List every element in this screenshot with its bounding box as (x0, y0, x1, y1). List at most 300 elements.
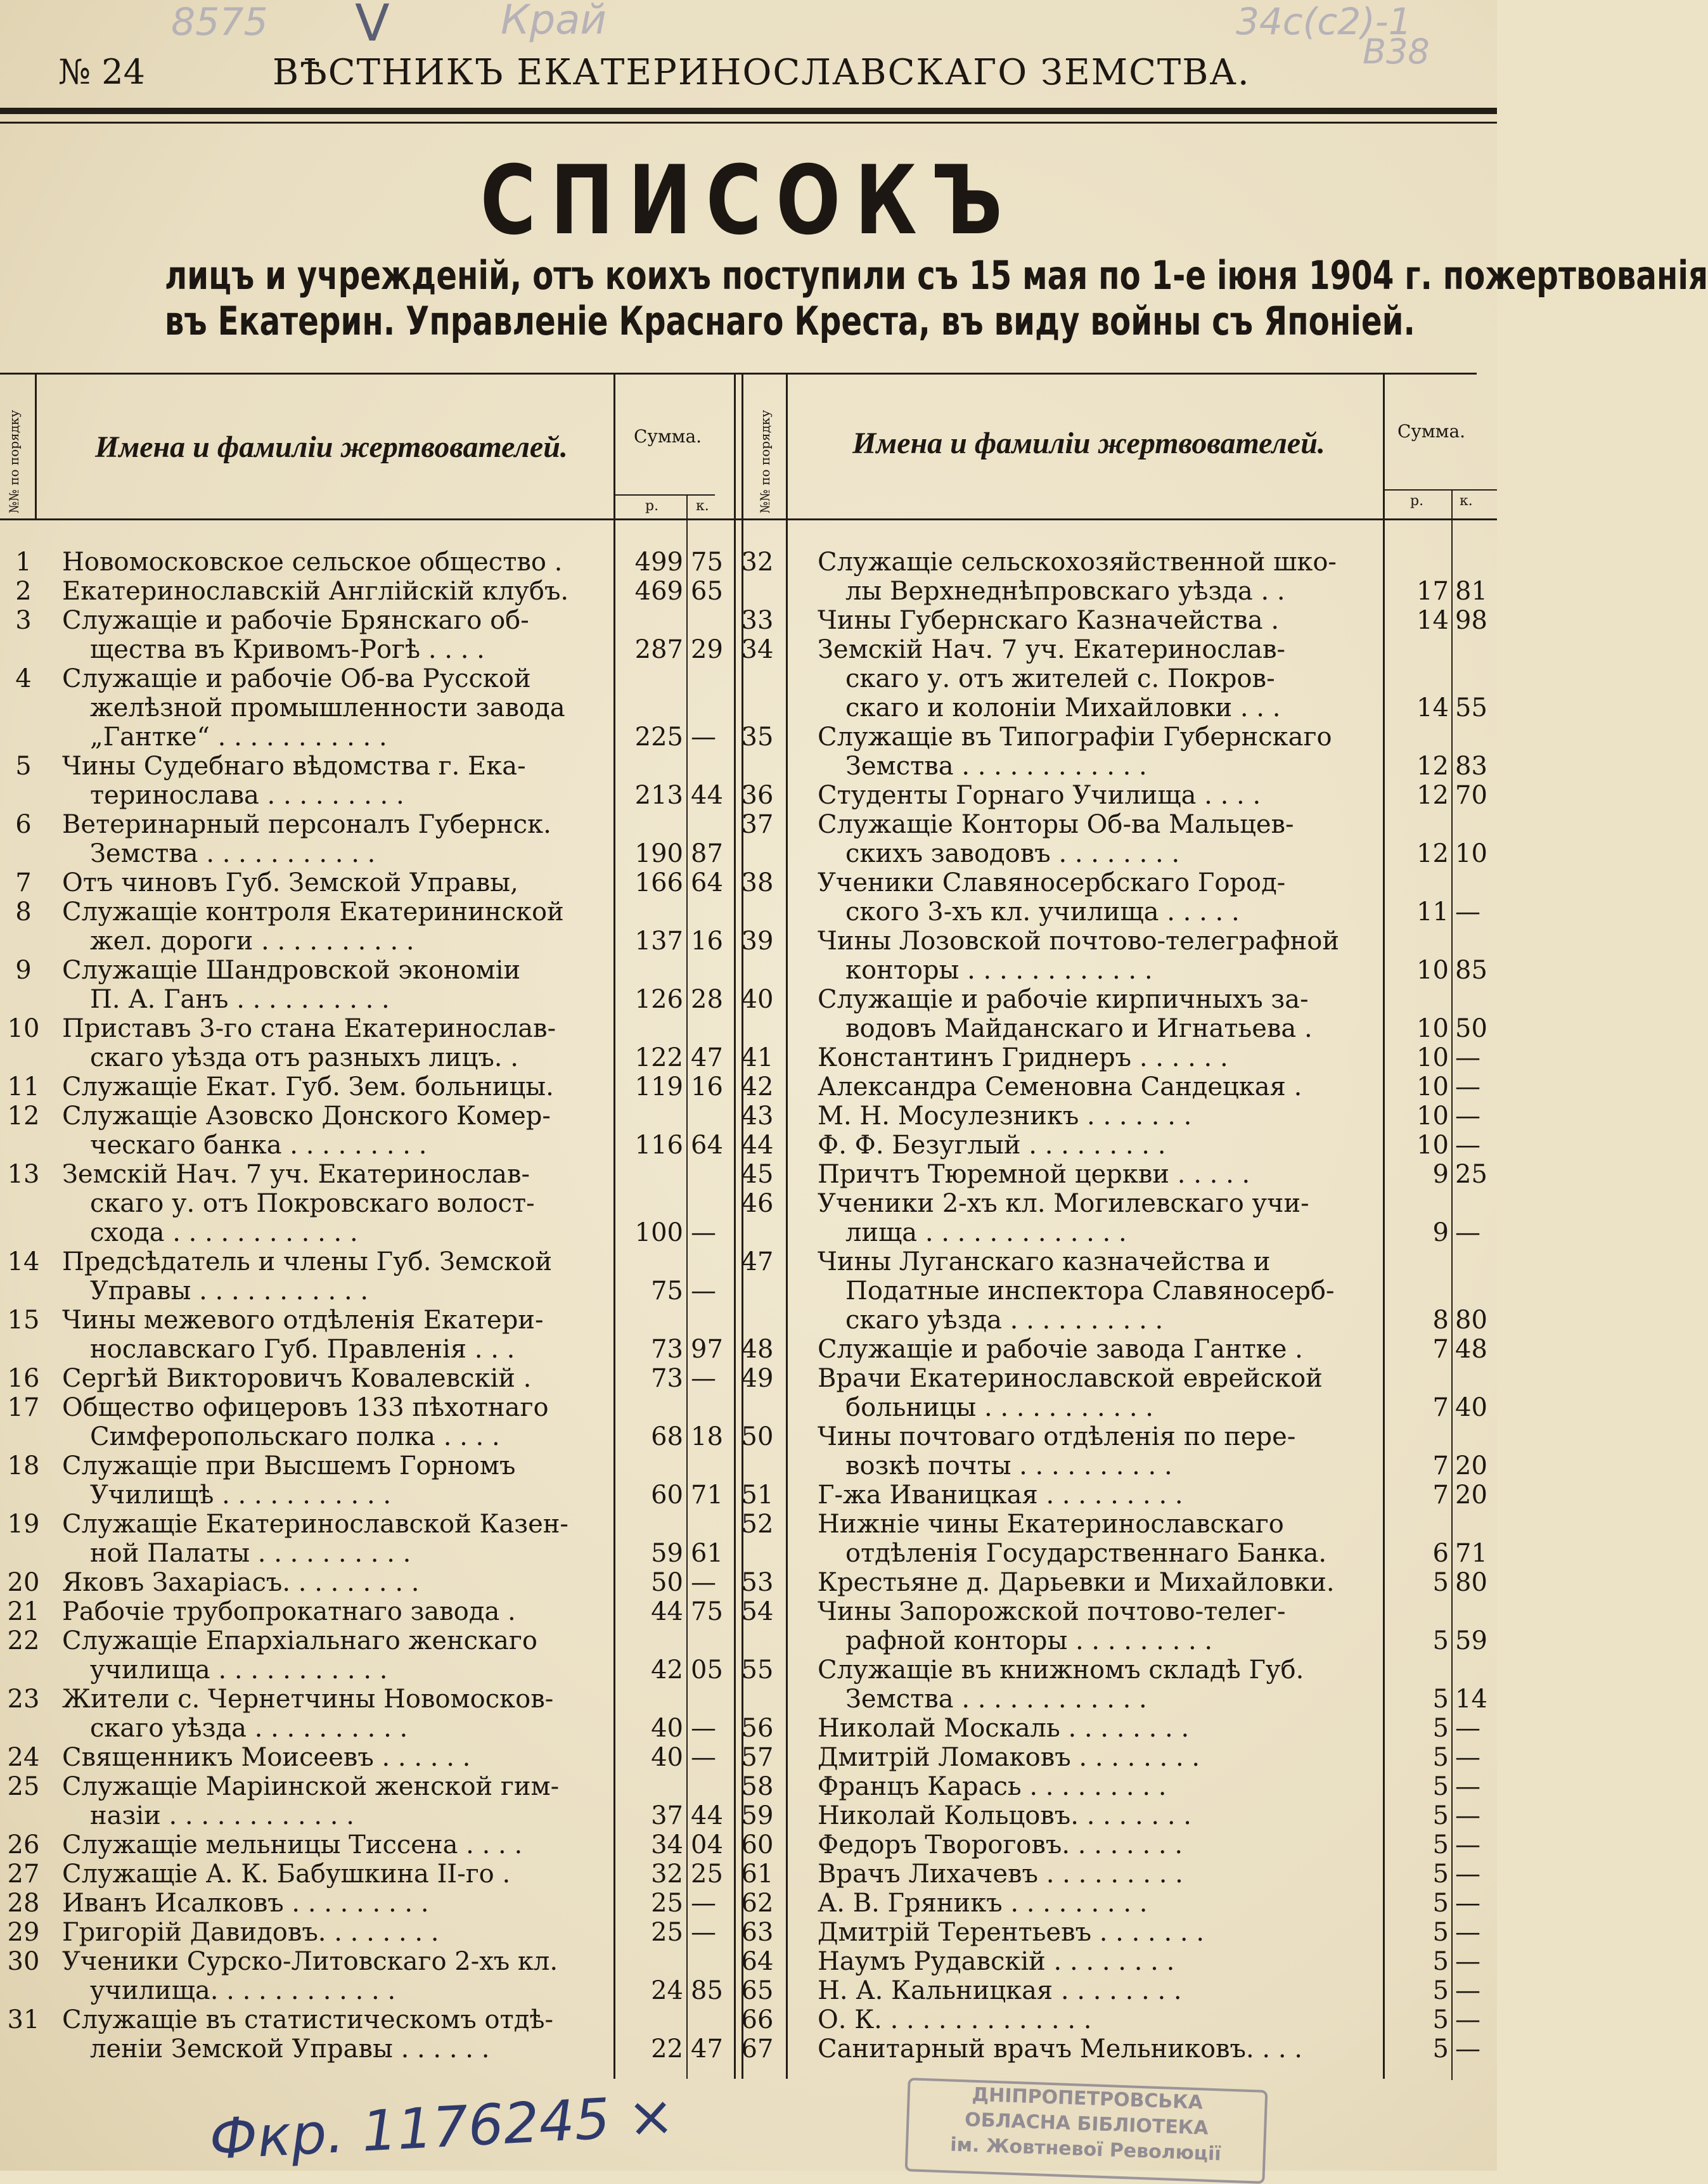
donor-name-line: Служащіе при Высшемъ Горномъ (62, 1451, 516, 1481)
entry-number: 61 (741, 1860, 774, 1889)
amount-rubles: 190 (634, 839, 683, 868)
amount-kopecks: — (1455, 897, 1480, 927)
donor-name-line: лы Верхнеднѣпровскаго уѣзда . . (845, 577, 1285, 606)
entry-number: 10 (7, 1014, 40, 1043)
donor-name-line: Чины Лозовской почтово-телеграфной (818, 927, 1340, 956)
amount-rubles: 7 (1432, 1451, 1449, 1481)
donor-name-line: Служащіе мельницы Тиссена . . . . (62, 1830, 523, 1860)
entry-number: 46 (741, 1189, 774, 1218)
entry-number: 62 (741, 1889, 774, 1918)
amount-kopecks: — (1455, 1889, 1480, 1918)
amount-kopecks: 47 (691, 1043, 723, 1072)
donor-name-line: М. Н. Мосулезникъ . . . . . . . (818, 1102, 1192, 1131)
amount-kopecks: — (1455, 1131, 1480, 1160)
library-stamp (905, 2078, 1268, 2184)
entry-number: 16 (7, 1364, 40, 1393)
donor-name-line: скаго уѣзда отъ разныхъ лицъ. . (90, 1043, 518, 1072)
entry-number: 58 (741, 1772, 774, 1801)
amount-kopecks: — (691, 1364, 716, 1393)
donor-name-line: Служащіе въ Типографіи Губернскаго (818, 723, 1332, 752)
right-sum-header: Сумма. (1397, 421, 1466, 442)
amount-rubles: 5 (1432, 1801, 1449, 1830)
entry-number: 39 (741, 927, 774, 956)
donor-name-line: Училищѣ . . . . . . . . . . . (90, 1481, 392, 1510)
entry-number: 14 (7, 1247, 40, 1276)
amount-kopecks: — (1455, 1102, 1480, 1131)
entry-number: 30 (7, 1947, 40, 1976)
handwritten-inventory-number: Фкр. 1176245 × (207, 2082, 676, 2173)
amount-rubles: 7 (1432, 1335, 1449, 1364)
donor-name-line: П. А. Ганъ . . . . . . . . . . (90, 985, 390, 1014)
donor-name-line: Служащіе Екат. Губ. Зем. больницы. (62, 1072, 554, 1102)
entry-number: 21 (7, 1597, 40, 1626)
donor-name-line: Священникъ Моисеевъ . . . . . . (62, 1743, 471, 1772)
amount-kopecks: — (1455, 1714, 1480, 1743)
entry-number: 35 (741, 723, 774, 752)
donor-name-line: Служащіе Екатеринославской Казен- (62, 1510, 568, 1539)
donor-name-line: больницы . . . . . . . . . . . (845, 1393, 1153, 1422)
donor-name-line: О. К. . . . . . . . . . . . . . (818, 2005, 1092, 2034)
donor-name-line: отдѣленія Государственнаго Банка. (845, 1539, 1327, 1568)
donor-name-line: Новомосковское сельское общество . (62, 548, 563, 577)
amount-kopecks: — (691, 723, 716, 752)
donor-name-line: Чины Губернскаго Казначейства . (818, 606, 1280, 635)
donor-name-line: схода . . . . . . . . . . . . (90, 1218, 358, 1247)
donor-name-line: Служащіе Епархіальнаго женскаго (62, 1626, 537, 1655)
stamp-line-3: ім. Жовтневої Революції (949, 2133, 1222, 2166)
donor-name-line: теринослава . . . . . . . . . (90, 781, 404, 810)
donor-name-line: Федоръ Твороговъ. . . . . . . . (818, 1830, 1183, 1860)
amount-rubles: 9 (1432, 1218, 1449, 1247)
donor-name-line: желѣзной промышленности завода (90, 693, 565, 723)
entry-number: 31 (7, 2005, 40, 2034)
amount-kopecks: 04 (691, 1830, 723, 1860)
amount-rubles: 12 (1416, 839, 1449, 868)
donor-name-line: Ф. Ф. Безуглый . . . . . . . . . (818, 1131, 1166, 1160)
amount-kopecks: 29 (691, 635, 723, 664)
entry-number: 24 (7, 1743, 40, 1772)
donor-name-line: Ветеринарный персоналъ Губернск. (62, 810, 551, 839)
amount-kopecks: 97 (691, 1335, 723, 1364)
donor-name-line: конторы . . . . . . . . . . . . (845, 956, 1153, 985)
amount-rubles: 60 (651, 1481, 683, 1510)
donor-name-line: училища . . . . . . . . . . . (90, 1655, 388, 1685)
donor-name-line: ческаго банка . . . . . . . . . (90, 1131, 427, 1160)
amount-kopecks: 87 (691, 839, 723, 868)
donor-name-line: скихъ заводовъ . . . . . . . . (845, 839, 1180, 868)
entry-number: 27 (7, 1860, 40, 1889)
amount-rubles: 126 (634, 985, 683, 1014)
entry-number: 42 (741, 1072, 774, 1102)
amount-rubles: 5 (1432, 1947, 1449, 1976)
donor-name-line: Служащіе въ статистическомъ отдѣ- (62, 2005, 553, 2034)
amount-kopecks: 85 (691, 1976, 723, 2005)
page-title: СПИСОКЪ (480, 146, 1017, 256)
donor-name-line: Яковъ Захаріасъ. . . . . . . . . (62, 1568, 420, 1597)
donor-name-line: Врачи Екатеринославской еврейской (818, 1364, 1323, 1393)
amount-kopecks: 85 (1455, 956, 1487, 985)
amount-rubles: 10 (1416, 1072, 1449, 1102)
entry-number: 60 (741, 1830, 774, 1860)
amount-rubles: 10 (1416, 956, 1449, 985)
amount-rubles: 37 (651, 1801, 683, 1830)
amount-rubles: 10 (1416, 1014, 1449, 1043)
entry-number: 48 (741, 1335, 774, 1364)
amount-rubles: 6 (1432, 1539, 1449, 1568)
entry-number: 56 (741, 1714, 774, 1743)
donor-name-line: скаго у. отъ Покровскаго волост- (90, 1189, 535, 1218)
donor-name-line: Нижніе чины Екатеринославскаго (818, 1510, 1284, 1539)
right-number-header: №№ по порядку (757, 409, 773, 513)
amount-rubles: 5 (1432, 1626, 1449, 1655)
donor-name-line: Николай Москаль . . . . . . . . (818, 1714, 1190, 1743)
donor-name-line: Дмитрій Ломаковъ . . . . . . . . (818, 1743, 1200, 1772)
amount-kopecks: 81 (1455, 577, 1487, 606)
donor-name-line: Чины почтоваго отдѣленія по пере- (818, 1422, 1296, 1451)
amount-kopecks: 55 (1455, 693, 1487, 723)
publication-title: ВѢСТНИКЪ ЕКАТЕРИНОСЛАВСКАГО ЗЕМСТВА. (273, 52, 1250, 93)
amount-kopecks: — (691, 1218, 716, 1247)
donor-name-line: Земскій Нач. 7 уч. Екатеринослав- (818, 635, 1286, 664)
amount-kopecks: 64 (691, 1131, 723, 1160)
entry-number: 18 (7, 1451, 40, 1481)
entry-number: 23 (7, 1685, 40, 1714)
entry-number: 1 (15, 548, 32, 577)
donor-name-line: Земства . . . . . . . . . . . . (845, 752, 1147, 781)
donor-name-line: Служащіе А. К. Бабушкина II-го . (62, 1860, 511, 1889)
donor-name-line: Наумъ Рудавскій . . . . . . . . (818, 1947, 1175, 1976)
amount-rubles: 5 (1432, 2034, 1449, 2064)
entry-number: 15 (7, 1306, 40, 1335)
amount-rubles: 17 (1416, 577, 1449, 606)
donor-name-line: Рабочіе трубопрокатнаго завода . (62, 1597, 516, 1626)
entry-number: 28 (7, 1889, 40, 1918)
donor-name-line: Служащіе въ книжномъ складѣ Губ. (818, 1655, 1304, 1685)
donor-name-line: Крестьяне д. Дарьевки и Михайловки. (818, 1568, 1335, 1597)
entry-number: 4 (15, 664, 32, 693)
donor-name-line: Управы . . . . . . . . . . . (90, 1276, 369, 1306)
donor-name-line: жел. дороги . . . . . . . . . . (90, 927, 414, 956)
donor-name-line: Податные инспектора Славяносерб- (845, 1276, 1335, 1306)
amount-kopecks: 10 (1455, 839, 1487, 868)
amount-rubles: 40 (651, 1743, 683, 1772)
handwritten-check-mark: V (355, 0, 390, 53)
right-names-header: Имена и фамиліи жертвователей. (852, 427, 1325, 460)
amount-rubles: 12 (1416, 781, 1449, 810)
amount-rubles: 73 (651, 1364, 683, 1393)
amount-rubles: 10 (1416, 1131, 1449, 1160)
handwritten-number: 8575 (171, 0, 268, 44)
entry-number: 51 (741, 1481, 774, 1510)
donor-name-line: Ученики 2-хъ кл. Могилевскаго учи- (818, 1189, 1309, 1218)
entry-number: 5 (15, 752, 32, 781)
entry-number: 9 (15, 956, 32, 985)
amount-rubles: 7 (1432, 1481, 1449, 1510)
amount-rubles: 10 (1416, 1043, 1449, 1072)
left-rub-kop-divider (686, 494, 688, 2079)
entry-number: 11 (7, 1072, 40, 1102)
donor-name-line: Николай Кольцовъ. . . . . . . . (818, 1801, 1191, 1830)
entry-number: 22 (7, 1626, 40, 1655)
entry-number: 55 (741, 1655, 774, 1685)
amount-kopecks: — (1455, 1860, 1480, 1889)
entry-number: 45 (741, 1160, 774, 1189)
amount-kopecks: — (691, 1918, 716, 1947)
amount-rubles: 287 (634, 635, 683, 664)
amount-rubles: 8 (1432, 1306, 1449, 1335)
donor-name-line: Студенты Горнаго Училища . . . . (818, 781, 1261, 810)
donor-name-line: нославскаго Губ. Правленія . . . (90, 1335, 515, 1364)
amount-kopecks: 83 (1455, 752, 1487, 781)
left-names-header: Имена и фамиліи жертвователей. (95, 430, 568, 464)
donor-name-line: „Гантке“ . . . . . . . . . . . (90, 723, 387, 752)
entry-number: 33 (741, 606, 774, 635)
right-rub-kop-divider (1451, 489, 1453, 2080)
amount-kopecks: 14 (1455, 1685, 1487, 1714)
donor-name-line: училища. . . . . . . . . . . . (90, 1976, 396, 2005)
subtitle-line-1: лицъ и учрежденій, отъ коихъ поступили съ 15 мая по 1-е іюня 1904 г. пожертвованія (164, 252, 1708, 299)
entry-number: 3 (15, 606, 32, 635)
amount-rubles: 50 (651, 1568, 683, 1597)
amount-rubles: 499 (634, 548, 683, 577)
donor-name-line: Чины межевого отдѣленія Екатери- (62, 1306, 544, 1335)
donor-name-line: Общество офицеровъ 133 пѣхотнаго (62, 1393, 549, 1422)
left-rub-header: р. (645, 498, 659, 514)
entry-number: 53 (741, 1568, 774, 1597)
amount-rubles: 5 (1432, 1889, 1449, 1918)
donor-name-line: Служащіе и рабочіе кирпичныхъ за- (818, 985, 1309, 1014)
amount-rubles: 7 (1432, 1393, 1449, 1422)
amount-kopecks: — (1455, 1830, 1480, 1860)
amount-kopecks: 47 (691, 2034, 723, 2064)
entry-number: 43 (741, 1102, 774, 1131)
donor-name-line: ной Палаты . . . . . . . . . . (90, 1539, 411, 1568)
amount-kopecks: 65 (691, 577, 723, 606)
donor-name-line: Земства . . . . . . . . . . . . (845, 1685, 1147, 1714)
entry-number: 50 (741, 1422, 774, 1451)
amount-kopecks: — (1455, 1801, 1480, 1830)
donor-name-line: Константинъ Гриднеръ . . . . . . (818, 1043, 1228, 1072)
donor-name-line: Отъ чиновъ Губ. Земской Управы, (62, 868, 518, 897)
entry-number: 29 (7, 1918, 40, 1947)
amount-kopecks: 64 (691, 868, 723, 897)
entry-number: 44 (741, 1131, 774, 1160)
amount-rubles: 25 (651, 1918, 683, 1947)
amount-kopecks: 44 (691, 781, 723, 810)
amount-kopecks: 05 (691, 1655, 723, 1685)
donor-name-line: Г-жа Иваницкая . . . . . . . . . (818, 1481, 1183, 1510)
entry-number: 47 (741, 1247, 774, 1276)
donor-name-line: ского 3-хъ кл. училища . . . . . (845, 897, 1240, 927)
amount-rubles: 5 (1432, 1743, 1449, 1772)
entry-number: 12 (7, 1102, 40, 1131)
running-header (0, 38, 1497, 108)
amount-rubles: 166 (634, 868, 683, 897)
entry-number: 57 (741, 1743, 774, 1772)
amount-rubles: 9 (1432, 1160, 1449, 1189)
donor-name-line: Екатеринославскій Англійскій клубъ. (62, 577, 569, 606)
entry-number: 67 (741, 2034, 774, 2064)
amount-kopecks: 98 (1455, 606, 1487, 635)
amount-rubles: 42 (651, 1655, 683, 1685)
entry-number: 65 (741, 1976, 774, 2005)
donor-name-line: щества въ Кривомъ-Рогѣ . . . . (90, 635, 485, 664)
amount-kopecks: 16 (691, 927, 723, 956)
amount-kopecks: — (1455, 1772, 1480, 1801)
entry-number: 59 (741, 1801, 774, 1830)
amount-rubles: 59 (651, 1539, 683, 1568)
amount-kopecks: 75 (691, 548, 723, 577)
donor-name-line: Служащіе контроля Екатерининской (62, 897, 564, 927)
donor-name-line: А. В. Гряникъ . . . . . . . . . (818, 1889, 1148, 1918)
donor-name-line: водовъ Майданскаго и Игнатьева . (845, 1014, 1313, 1043)
amount-kopecks: 70 (1455, 781, 1487, 810)
header-rule-thin (0, 122, 1497, 124)
donor-name-line: Ученики Славяносербскаго Город- (818, 868, 1286, 897)
amount-rubles: 34 (651, 1830, 683, 1860)
amount-rubles: 225 (634, 723, 683, 752)
amount-kopecks: 50 (1455, 1014, 1487, 1043)
entry-number: 38 (741, 868, 774, 897)
entry-number: 20 (7, 1568, 40, 1597)
donor-name-line: Служащіе и рабочіе завода Гантке . (818, 1335, 1303, 1364)
entry-number: 19 (7, 1510, 40, 1539)
entry-number: 49 (741, 1364, 774, 1393)
donor-name-line: Дмитрій Терентьевъ . . . . . . . (818, 1918, 1205, 1947)
amount-kopecks: — (691, 1568, 716, 1597)
left-kop-header: к. (696, 498, 709, 514)
amount-rubles: 5 (1432, 1568, 1449, 1597)
entry-number: 25 (7, 1772, 40, 1801)
entry-number: 64 (741, 1947, 774, 1976)
left-number-header: №№ по порядку (6, 409, 22, 513)
donor-name-line: Служащіе Конторы Об-ва Мальцев- (818, 810, 1294, 839)
amount-rubles: 32 (651, 1860, 683, 1889)
right-number-divider (786, 374, 788, 2079)
entry-number: 41 (741, 1043, 774, 1072)
donor-name-line: Причтъ Тюремной церкви . . . . . (818, 1160, 1250, 1189)
entry-number: 36 (741, 781, 774, 810)
amount-kopecks: 44 (691, 1801, 723, 1830)
amount-rubles: 68 (651, 1422, 683, 1451)
donor-name-line: Иванъ Исалковъ . . . . . . . . . (62, 1889, 429, 1918)
amount-rubles: 116 (634, 1131, 683, 1160)
amount-kopecks: 25 (1455, 1160, 1487, 1189)
amount-kopecks: — (1455, 1976, 1480, 2005)
amount-rubles: 25 (651, 1889, 683, 1918)
amount-kopecks: 59 (1455, 1626, 1487, 1655)
donor-name-line: рафной конторы . . . . . . . . . (845, 1626, 1213, 1655)
donor-name-line: Сергѣй Викторовичъ Ковалевскій . (62, 1364, 532, 1393)
header-rule (0, 108, 1497, 114)
amount-kopecks: — (691, 1276, 716, 1306)
entry-number: 13 (7, 1160, 40, 1189)
donor-name-line: Жители с. Чернетчины Новомосков- (62, 1685, 554, 1714)
entry-number: 32 (741, 548, 774, 577)
amount-rubles: 5 (1432, 1918, 1449, 1947)
amount-kopecks: — (1455, 1218, 1480, 1247)
entry-number: 52 (741, 1510, 774, 1539)
donor-name-line: назіи . . . . . . . . . . . . (90, 1801, 354, 1830)
amount-kopecks: — (1455, 1043, 1480, 1072)
amount-rubles: 469 (634, 577, 683, 606)
donor-name-line: Чины Запорожской почтово-телег- (818, 1597, 1286, 1626)
entry-number: 54 (741, 1597, 774, 1626)
entry-number: 17 (7, 1393, 40, 1422)
amount-kopecks: — (1455, 1072, 1480, 1102)
amount-rubles: 14 (1416, 693, 1449, 723)
entry-number: 66 (741, 2005, 774, 2034)
handwritten-note: Край (501, 0, 607, 44)
entry-number: 2 (15, 577, 32, 606)
entry-number: 6 (15, 810, 32, 839)
donor-name-line: Чины Луганскаго казначейства и (818, 1247, 1271, 1276)
issue-number: № 24 (58, 52, 145, 92)
donor-name-line: Служащіе сельскохозяйственной шко- (818, 548, 1337, 577)
donor-name-line: Служащіе Маріинской женской гим- (62, 1772, 560, 1801)
amount-rubles: 40 (651, 1714, 683, 1743)
donor-name-line: Чины Судебнаго вѣдомства г. Ека- (62, 752, 526, 781)
amount-kopecks: — (1455, 2005, 1480, 2034)
amount-rubles: 24 (651, 1976, 683, 2005)
amount-kopecks: 80 (1455, 1568, 1487, 1597)
donor-name-line: Приставъ 3-го стана Екатеринослав- (62, 1014, 556, 1043)
left-number-divider (35, 374, 37, 520)
sum-subheader-rule-right (1383, 489, 1497, 491)
amount-rubles: 5 (1432, 1976, 1449, 2005)
sum-subheader-rule-left (613, 494, 715, 496)
amount-kopecks: — (691, 1743, 716, 1772)
donor-name-line: Ученики Сурско-Литовскаго 2-хъ кл. (62, 1947, 558, 1976)
table-top-rule (0, 373, 1477, 375)
amount-kopecks: — (1455, 2034, 1480, 2064)
donor-name-line: Н. А. Кальницкая . . . . . . . . (818, 1976, 1182, 2005)
amount-rubles: 137 (634, 927, 683, 956)
amount-rubles: 73 (651, 1335, 683, 1364)
donor-name-line: возкѣ почты . . . . . . . . . . (845, 1451, 1172, 1481)
donor-name-line: леніи Земской Управы . . . . . . (90, 2034, 490, 2064)
donor-name-line: Служащіе Азовско Донского Комер- (62, 1102, 551, 1131)
amount-rubles: 11 (1416, 897, 1449, 927)
amount-kopecks: 20 (1455, 1481, 1487, 1510)
amount-kopecks: 28 (691, 985, 723, 1014)
amount-kopecks: 61 (691, 1539, 723, 1568)
amount-rubles: 5 (1432, 1685, 1449, 1714)
donor-name-line: Францъ Карась . . . . . . . . . (818, 1772, 1167, 1801)
donor-name-line: Врачъ Лихачевъ . . . . . . . . . (818, 1860, 1183, 1889)
amount-kopecks: 48 (1455, 1335, 1487, 1364)
donor-name-line: скаго уѣзда . . . . . . . . . . (90, 1714, 408, 1743)
donor-name-line: Александра Семеновна Сандецкая . (818, 1072, 1302, 1102)
amount-rubles: 44 (651, 1597, 683, 1626)
amount-kopecks: — (1455, 1918, 1480, 1947)
entry-number: 40 (741, 985, 774, 1014)
amount-kopecks: — (691, 1714, 716, 1743)
amount-rubles: 5 (1432, 1772, 1449, 1801)
entry-number: 26 (7, 1830, 40, 1860)
amount-rubles: 5 (1432, 1830, 1449, 1860)
donor-name-line: Земства . . . . . . . . . . . (90, 839, 376, 868)
amount-rubles: 14 (1416, 606, 1449, 635)
amount-rubles: 22 (651, 2034, 683, 2064)
donor-name-line: скаго уѣзда . . . . . . . . . . (845, 1306, 1164, 1335)
amount-kopecks: — (691, 1889, 716, 1918)
amount-kopecks: — (1455, 1947, 1480, 1976)
donor-name-line: Служащіе Шандровской экономіи (62, 956, 521, 985)
amount-kopecks: — (1455, 1743, 1480, 1772)
donor-name-line: Земскій Нач. 7 уч. Екатеринослав- (62, 1160, 530, 1189)
amount-rubles: 100 (634, 1218, 683, 1247)
